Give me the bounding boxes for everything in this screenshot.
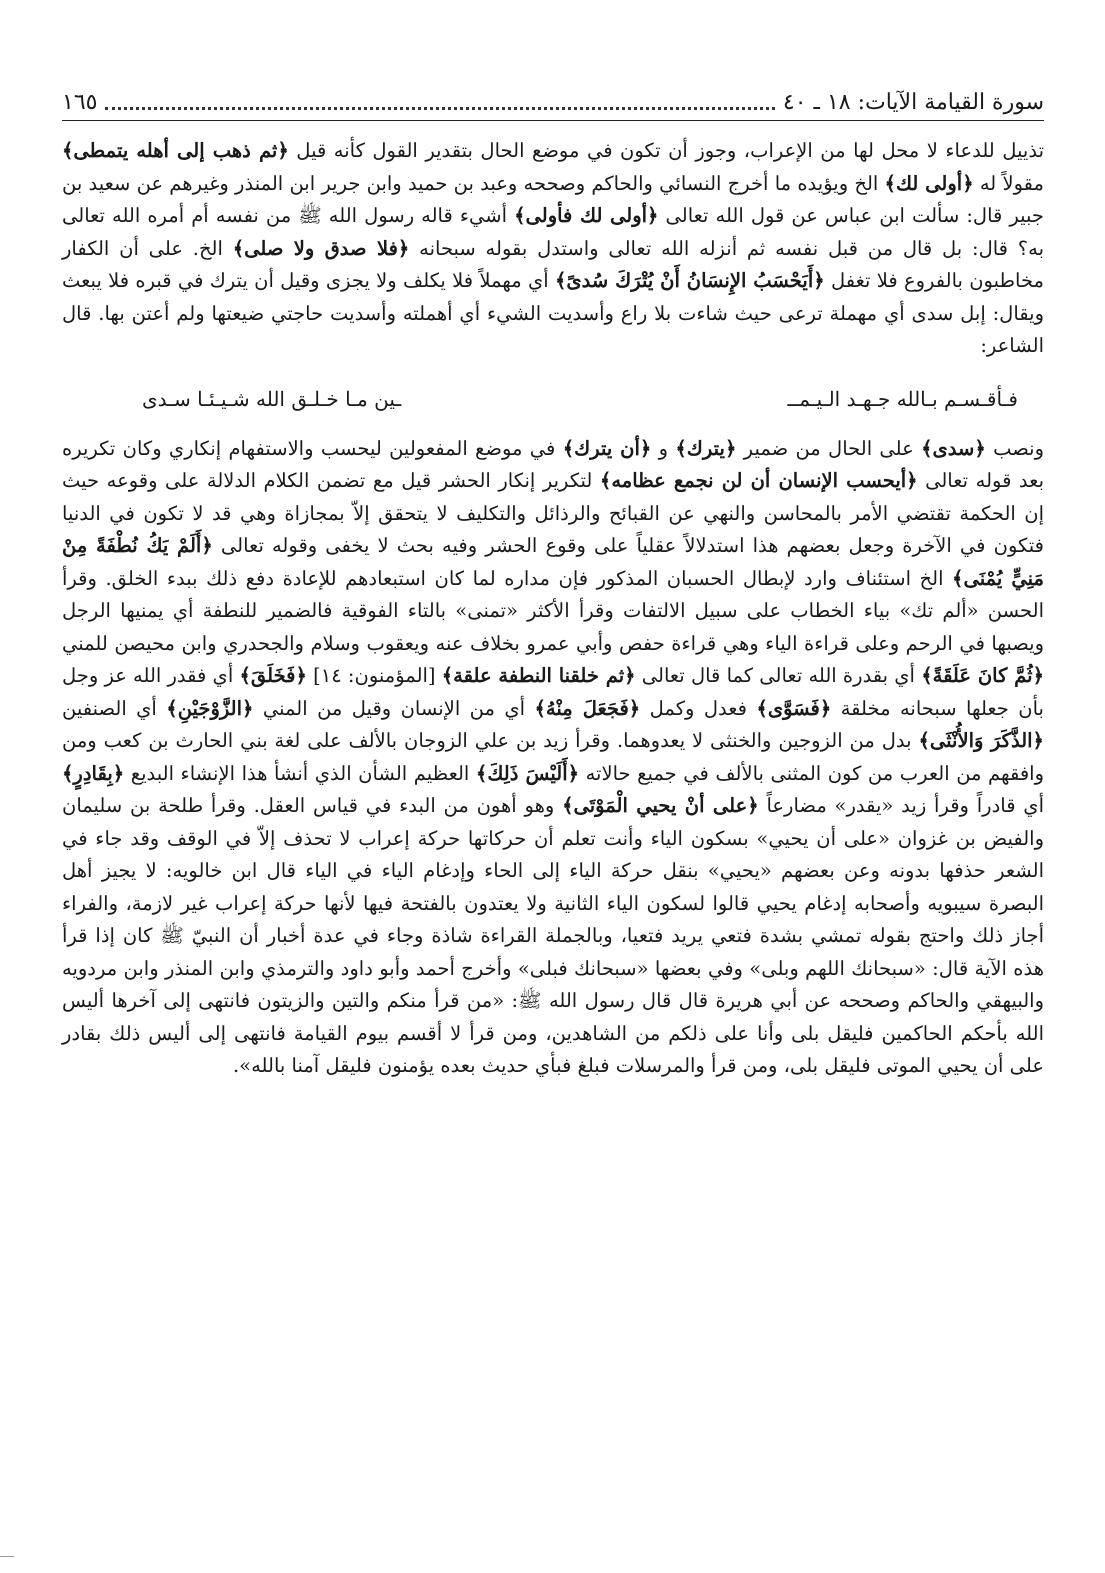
text-run: ونصب [985, 436, 1044, 460]
text-run: فعدل وكمل [640, 696, 757, 720]
verse-second-hemistich: ـين مـا خـلـق الله شـيـئـا سـدى [142, 386, 402, 411]
quran-quote: ﴿الزَّوْجَيْنِ﴾ [166, 696, 254, 720]
quran-quote: ﴿فَسَوَّى﴾ [756, 696, 832, 720]
quran-quote: ﴿سدى﴾ [921, 436, 986, 460]
text-run: وهو أهون من البدء في قياس العقل. وقرأ طلحة بن سليمان والفيض بن غزوان «على أن يحيي» بسكون الياء وأنت تعلم أن حركاتها حركة إعراب لا تحذف إلاّ في الوقف وقد جاء في الشعر حذفها بدونه وعن بعضهم «يحيي» بنقل حركة الياء إلى الحاء وإدغام الياء في الياء قال ابن خالويه: لا يجيز أهل البصرة سيبويه وأصحابه إدغام يحيي قالوا لسكون الياء الثانية ولا يعتدون بالفتحة فيها لأنها حركة إعراب غير لازمة، والفراء أجاز ذلك واحتج بقوله تمشي بشدة فتعي يريد فتعيا، وبالجملة القراءة شاذة وجاء في عدة أخبار أن النبيّ ﷺ كان إذا قرأ هذه الآية قال: «سبحانك اللهم وبلى» وفي بعضها «سبحانك فبلى» وأخرج أحمد وأبو داود والترمذي وابن المنذر وابن مردويه والبيهقي والحاكم وصححه عن أبي هريرة قال قال رسول الله ﷺ: «من قرأ منكم والتين والزيتون فانتهى إلى آخرها أليس الله بأحكم الحاكمين فليقل بلى وأنا على ذلكم من الشاهدين، ومن قرأ لا أقسم بيوم القيامة فانتهى إلى أليس ذلك بقادر على أن يحيي الموتى فليقل بلى، ومن قرأ والمرسلات فبلغ فبأي حديث بعده يؤمنون فليقل آمنا بالله». [62, 794, 1044, 1077]
quran-quote: ﴿على أنْ يحيي الْمَوْتَى﴾ [562, 794, 759, 817]
quran-quote: ﴿فلا صدق ولا صلى﴾ [232, 236, 410, 260]
surah-title: سورة القيامة الآيات: ١٨ ـ ٤٠ [782, 90, 1044, 115]
text-run: تذييل للدعاء لا محل لها من الإعراب، وجوز أن تكون في موضع الحال بتقدير القول كأنه قيل [288, 139, 1044, 162]
text-run: أي فقدر الله عز وجل بأن جعلها سبحانه مخلقة [62, 664, 1044, 720]
book-page [62, 84, 1044, 1544]
quran-quote: ﴿ثم خلقنا النطفة علقة﴾ [441, 664, 636, 687]
text-run: في موضع المفعولين ليحسب والاستفهام إنكاري وكان تكريره بعد قوله تعالى [62, 436, 1044, 492]
verse-first-hemistich: فـأقـسـم بـالله جـهـد الـيـمــ [787, 386, 1018, 411]
quran-quote: ﴿أولى لك فأولى﴾ [514, 204, 659, 227]
quran-quote: ﴿أولى لك﴾ [884, 171, 974, 195]
leader-dots [105, 107, 774, 110]
text-run: أي من الإنسان وقيل من المني [253, 696, 535, 720]
text-run: أي قادراً وقرأ زيد «يقدر» مضارعاً [758, 794, 1044, 817]
quran-quote: ﴿يترك﴾ [675, 436, 737, 460]
body-text [62, 135, 1044, 1083]
paragraph-1 [62, 135, 1044, 363]
page-number: ١٦٥ [62, 90, 98, 115]
text-run: الخ ويؤيده ما أخرج النسائي والحاكم وصححه وعبد بن حميد وابن جرير ابن المنذر وغيرهم عن سعيد بن جبير قال: سألت ابن عباس عن قول الله تعالى [62, 171, 1044, 227]
text-run: بدل من الزوجين والخنثى لا يعدوهما. وقرأ زيد بن علي الزوجان بالألف على لغة بني الحارث بن كعب ومن وافقهم من العرب من كون المثنى بالألف في جميع حالاته [62, 729, 1045, 785]
text-run: الخ استئناف وارد لإبطال الحسبان المذكور فإن مداره لما كان استبعادهم للإعادة دفع ذلك ببدء الخلق. وقرأ الحسن «ألم تك» بياء الخطاب على سبيل الالتفات وقرأ الأكثر «تمنى» بالتاء الفوقية فالضمير للنطفة أي يمنيها الرجل ويصبها في الرحم وعلى قراءة الياء وهي قراءة حفص وأبي عمرو بخلاف عنه ويعقوب وسلام والجحدري وابن محيصن للمني [62, 566, 1044, 655]
quran-quote: ﴿أن يترك﴾ [562, 436, 652, 460]
quran-quote: ﴿أَيَحْسَبُ الإِنسَانُ أَنْ يُتْرَكَ سُدىً﴾ [554, 269, 825, 292]
quran-quote: ﴿ثُمَّ كانَ عَلَقَةً﴾ [921, 664, 1044, 687]
quran-quote: ﴿فَجَعَلَ مِنْهُ﴾ [534, 696, 641, 720]
quran-quote: ﴿ثم ذهب إلى أهله يتمطى﴾ [62, 139, 289, 162]
text-run: الخ. على أن الكفار مخاطبون بالفروع فلا تغفل [62, 236, 1045, 292]
quran-quote: ﴿أَلَمْ يَكُ نُطْفَةً مِنْ مَنِيٍّ يُمْنَى﴾ [62, 534, 1044, 590]
quran-quote: ﴿بِقَادِرٍ﴾ [62, 761, 125, 785]
text-run: العظيم الشأن الذي أنشأ هذا الإنشاء البديع [124, 761, 476, 785]
text-run: مقولاً له [973, 171, 1044, 195]
text-run: أي الصنفين [62, 696, 167, 720]
text-run: على الحال من ضمير [736, 436, 922, 460]
text-run: [المؤمنون: ١٤] [306, 664, 442, 687]
quran-quote: ﴿فَخَلَقَ﴾ [239, 664, 307, 687]
paragraph-2 [62, 433, 1044, 1083]
text-run: أي بقدرة الله تعالى كما قال تعالى [635, 664, 922, 687]
poetry-verse [62, 377, 1044, 421]
text-run: لتكرير إنكار الحشر قيل مع تضمن الكلام الدلالة على وقوعه حيث إن الحكمة تقتضي الأمر بالمحاسن والنهي عن القبائح والرذائل والتكليف لا يتحقق إلاّ بمجازاة وهي قد لا تكون في الدنيا فتكون في الآخرة وجعل بعضهم هذا استدلالاً عقلياً على وقوع الحشر وفيه بحث لا يخفى وقوله تعالى [62, 469, 1044, 557]
text-run: أشيء قاله رسول الله ﷺ من نفسه أم أمره الله تعالى به؟ قال: بل قال من قبل نفسه ثم أنزله الله تعالى واستدل بقوله سبحانه [62, 204, 1045, 260]
quran-quote: ﴿أيحسب الإنسان أن لن نجمع عظامه﴾ [599, 469, 918, 492]
running-header [62, 84, 1044, 121]
scan-edge-mark [0, 1556, 14, 1557]
text-run: أي مهملاً فلا يكلف ولا يجزى وقيل أن يترك في قبره فلا يبعث ويقال: إبل سدى أي مهملة ترعى حيث شاءت بلا راع وأسديت الشيء أي أهملته وأسديت حاجتي ضيعتها ولم أعتن بها. قال الشاعر: [62, 269, 1044, 357]
quran-quote: ﴿الذَّكَرَ وَالأُنْثَى﴾ [918, 729, 1044, 752]
text-run: و [651, 436, 676, 460]
quran-quote: ﴿أَلَيْسَ ذَلِكَ﴾ [475, 761, 580, 785]
